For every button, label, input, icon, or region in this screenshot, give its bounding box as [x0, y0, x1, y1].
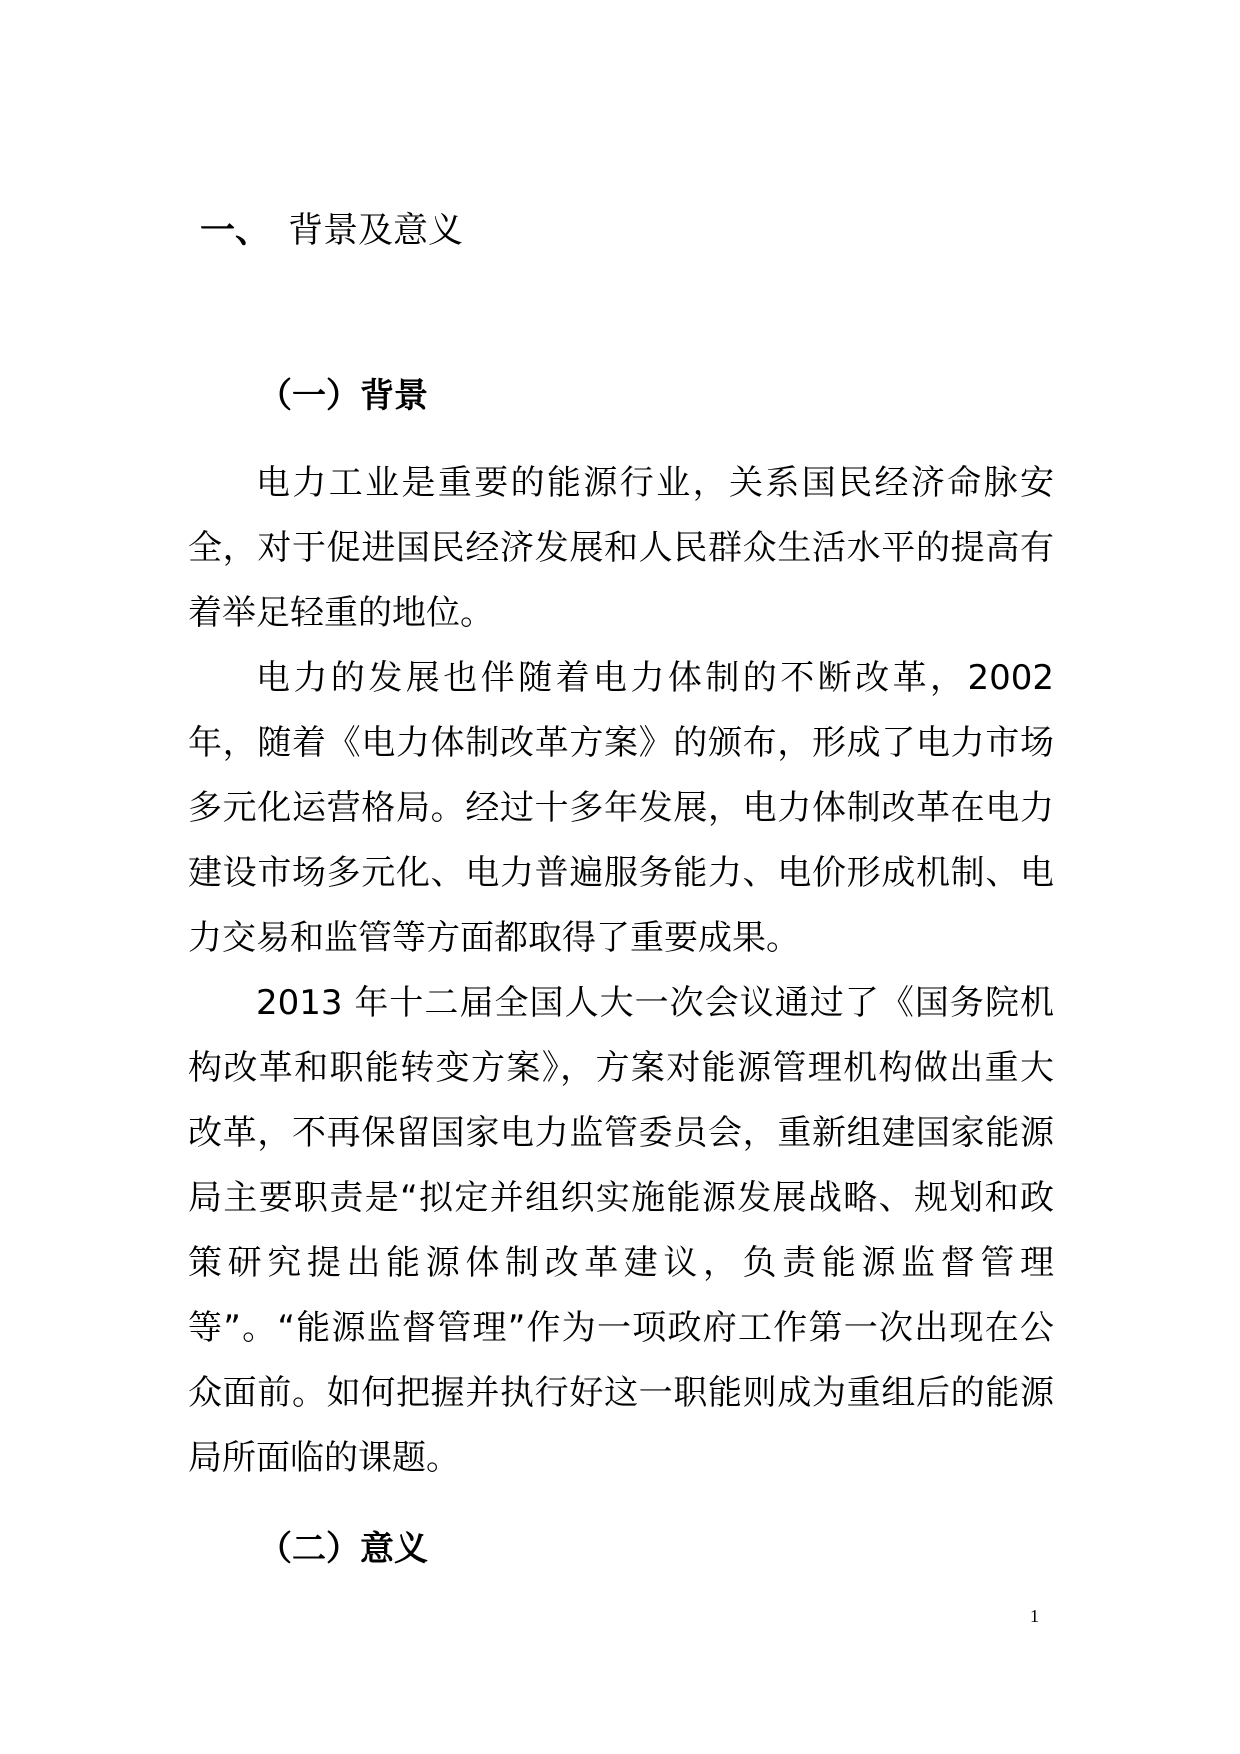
body-paragraph-2: 电力的发展也伴随着电力体制的不断改革，2002 年，随着《电力体制改革方案》的颁布，形成了电力市场多元化运营格局。经过十多年发展，电力体制改革在电力建设市场多元化、电力普遍服务能力、电价形成机制、电力交易和监管等方面都取得了重要成果。: [188, 658, 1054, 958]
section-title: 背景及意义: [288, 211, 464, 251]
body-paragraph-3: 2013 年十二届全国人大一次会议通过了《国务院机构改革和职能转变方案》，方案对能源管理机构做出重大改革，不再保留国家电力监管委员会，重新组建国家能源局主要职责是“拟定并组织实施能源发展战略、规划和政策研究提出能源体制改革建议，负责能源监督管理等”。“能源监督管理”作为一项政府工作第一次出现在公众面前。如何把握并执行好这一职能则成为重组后的能源局所面临的课题。: [188, 983, 1054, 1478]
body-paragraph-1: 电力工业是重要的能源行业，关系国民经济命脉安全，对于促进国民经济发展和人民群众生活水平的提高有着举足轻重的地位。: [188, 463, 1054, 633]
section-heading: [200, 206, 463, 256]
page-number: 1: [1030, 1606, 1039, 1626]
subsection-heading-significance: （二）意义: [258, 1529, 428, 1569]
section-number: 一、: [200, 211, 271, 251]
subsection-heading-background: （一）背景: [258, 376, 428, 416]
